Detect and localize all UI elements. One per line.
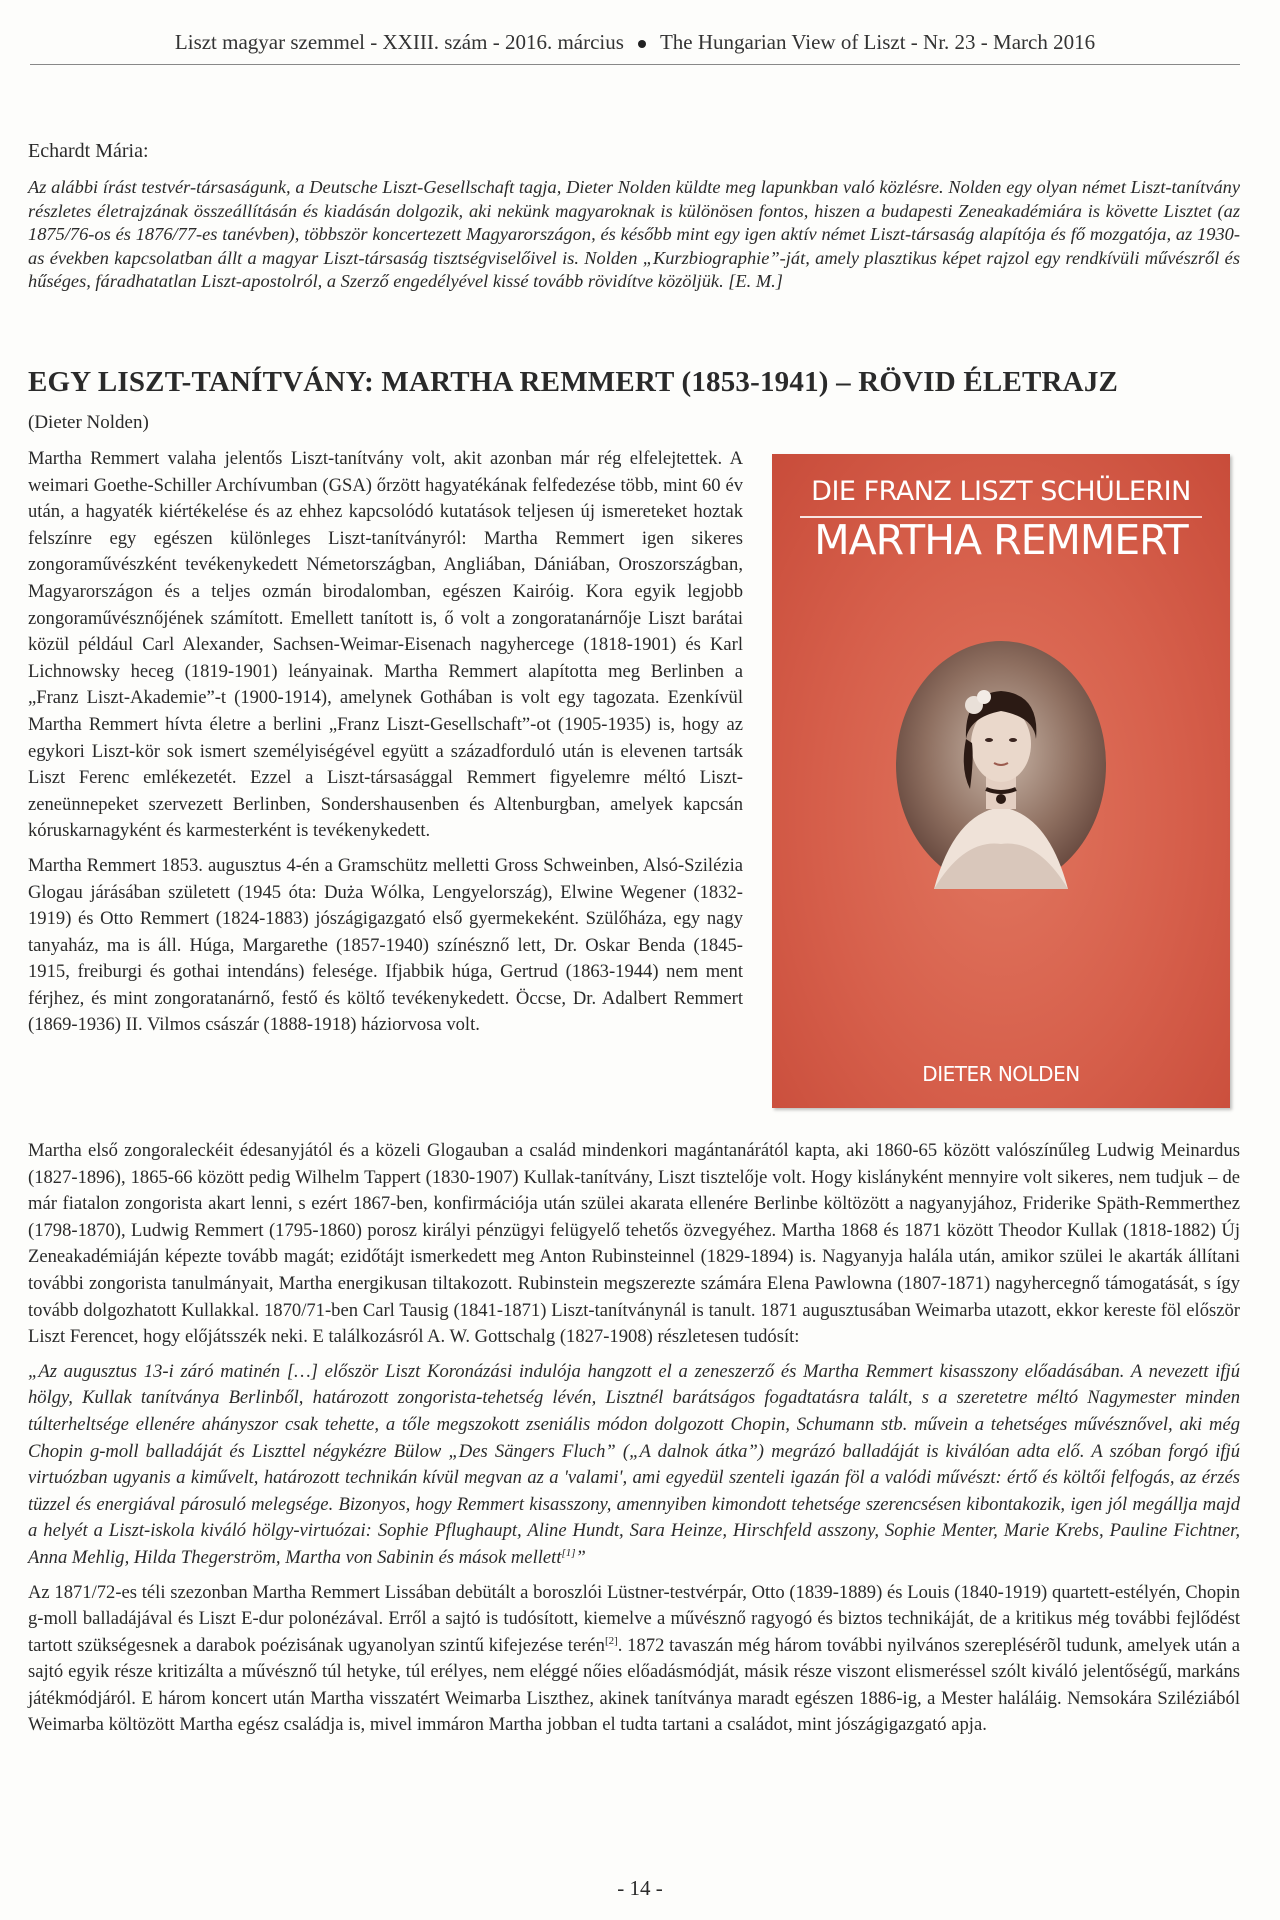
page-number: - 14 -	[617, 1876, 663, 1900]
paragraph-2: Martha Remmert 1853. augusztus 4-én a Gramschütz melletti Gross Schweinben, Alsó-Szilézia Glogau járásában született (1945 óta: Duża Wólka, Lengyelország), Elwine Wegener (1832-1919) és Otto Remmert (1824-1883) jószágigazgató első gyermekeként. Szülőháza, egy nagy tanyaház, ma is áll. Húga, Margarethe (1857-1940) színésznő lett, Dr. Oskar Benda (1845-1915, freiburgi és gothai intendáns) felesége. Ifjabbik húga, Gertrud (1863-1944) nem ment férjhez, és mint zongoratanárnő, festő és költő tevékenykedett. Öccse, Dr. Adalbert Remmert (1869-1936) II. Vilmos császár (1888-1918) háziorvosa volt.	[28, 854, 743, 1036]
footnote-ref-2[interactable]: [2]	[604, 1634, 618, 1647]
footnote-ref-1[interactable]: [1]	[561, 1546, 576, 1559]
paragraph-4-part-a: Az 1871/72-es téli szezonban Martha Remmert Lissában debütált a boroszlói Lüstner-testvérpár, Otto (1839-1889) és Louis (1840-1919) quartett-estélyén, Chopin g-moll balladájával és Liszt E-dur polonézával. Erről a sajtó is tudósított, kiemelve a művésznő ragyogó és biztos technikáját, de a kritikus még további fejlődést tartott szükségesnek a darabok poézisának ugyanolyan szintű kifejezése terén	[28, 1581, 1240, 1656]
intro-text: Az alábbi írást testvér-társaságunk, a Deutsche Liszt-Gesellschaft tagja, Dieter Nolden küldte meg lapunkban való közlésre. Nolden egy olyan német Liszt-tanítvány részletes életrajzának összeállításán és kiadásán dolgozik, aki nekünk magyaroknak is különösen fontos, hiszen a budapesti Zeneakadémiára is követte Lisztet (az 1875/76-os és 1876/77-es tanévben), többször koncertezett Magyarországon, és később mint egy igen aktív német Liszt-társaság alapítója és fő mozgatója, az 1930-as években kapcsolatban állt a magyar Liszt-társaság tisztségviselőivel is. Nolden „Kurzbiographie”-ját, amely plasztikus képet rajzol egy rendkívüli művészről és hűséges, fáradhatatlan Liszt-apostolról, a Szerző engedélyével kissé tovább rövidítve közöljük. [E. M.]	[28, 177, 1240, 292]
gottschalg-quote	[28, 1359, 1240, 1572]
paragraph-1: Martha Remmert valaha jelentős Liszt-tanítvány volt, akit azonban már rég elfelejtettek. A weimari Goethe-Schiller Archívumban (GSA) őrzött hagyatékának felfedezése több, mint 60 év után, a hagyaték kiértékelése és az ehhez kapcsolódó kutatások teljesen új ismereteket hoztak felszínre egy egészen különleges Liszt-tanítványról: Martha Remmert igen sikeres zongoraművészként tevékenykedett Németországban, Angliában, Dániában, Oroszországban, Magyarországon és a teljes ozmán birodalomban, egészen Kairóig. Kora egyik legjobb zongoraművésznőjének számított. Emellett tanított is, ő volt a zongoratanárnője Liszt barátai közül például Carl Alexander, Sachsen-Weimar-Eisenach nagyhercege (1818-1901) és Karl Lichnowsky heceg (1819-1901) leányainak. Martha Remmert alapította meg Berlinben a „Franz Liszt-Akademie”-t (1900-1914), amelynek Gothában is volt egy tagozata. Ezenkívül Martha Remmert hívta életre a berlini „Franz Liszt-Gesellschaft”-ot (1905-1935) is, hogy az egykori Liszt-kör sok ismert személyiségével együtt a századforduló után is elevenen tartsák Liszt Ferenc emlékezetét. Ezzel a Liszt-társasággal Remmert figyelemre méltó Liszt-zeneünnepeket szervezett Berlinben, Sondershausenben és Altenburgban, amelyek kapcsán kóruskarnagyként és karmesterként is tevékenykedett.	[28, 448, 743, 842]
book-main-title: MARTHA REMMERT	[814, 516, 1188, 564]
article-full-width-text	[28, 1138, 1240, 1747]
quote-close: ”	[575, 1546, 586, 1568]
paragraph-3: Martha első zongoraleckéit édesanyjától és a közeli Glogauban a család mindenkori magántanárától kapta, aki 1860-65 között valószínűleg Ludwig Meinardus (1827-1896), 1865-66 között pedig Wilhelm Tappert (1830-1907) Kullak-tanítvány, Liszt tisztelője volt. Hogy kislányként mennyire volt sikeres, nem tudjuk – de már fiatalon zongorista akart lenni, s ezért 1867-ben, konfirmációja után szülei akarata ellenére Berlinbe költözött a nagyanyjához, Friderike Späth-Remmerthez (1798-1870), Ludwig Remmert (1795-1860) porosz királyi pénzügyi felügyelő tehetős özvegyéhez. Martha 1868 és 1871 között Theodor Kullak (1818-1882) Új Zeneakadémiáján képezte tovább magát; ezidőtájt ismerkedett meg Anton Rubinsteinnel (1829-1894) is. Nagyanyja halála után, amikor szülei le akarták állítani további zongorista tanulmányait, Martha energikusan tiltakozott. Rubinstein megszerezte számára Elena Pawlowna (1807-1871) nagyhercegnő támogatását, s így tovább dolgozhatott Kullakkal. 1870/71-ben Carl Tausig (1841-1871) Liszt-tanítványnál is tanult. 1871 augusztusában Weimarba utazott, ekkor kereste föl először Liszt Ferencet, hogy előjátsszék neki. E találkozásról A. W. Gottschalg (1827-1908) részletesen tudósít:	[28, 1140, 1240, 1348]
article-column	[28, 446, 743, 1047]
paragraph-4	[28, 1580, 1240, 1740]
paragraph-4-part-b: . 1872 tavaszán még három további nyilvános szereplésérõl tudunk, amelyek után a sajtó egyik része kritizálta a művésznő túl hetyke, túl erélyes, nem eléggé nőies előadásmódját, másik része viszont elismeréssel szólt kiváló jelentőségű, markáns játékmódjáról. E három koncert után Martha visszatért Weimarba Liszthez, akinek tanítványa maradt egészen 1886-ig, a Mester haláláig. Nemsokára Sziléziából Weimarba költözött Martha egész családja is, mivel immáron Martha jobban el tudta tartani a családot, mint jószágigazgató apja.	[28, 1634, 1240, 1736]
book-author: DIETER NOLDEN	[922, 1062, 1080, 1086]
header-hungarian: Liszt magyar szemmel - XXIII. szám - 2016. március	[174, 30, 624, 54]
bullet-icon	[638, 40, 646, 48]
book-cover-image	[772, 454, 1230, 1108]
book-series-title: DIE FRANZ LISZT SCHÜLERIN	[811, 476, 1191, 507]
header-rule	[30, 64, 1240, 65]
portrait-image	[894, 639, 1108, 891]
header-english: The Hungarian View of Liszt - Nr. 23 - March 2016	[659, 30, 1096, 54]
article-byline: (Dieter Nolden)	[28, 412, 149, 433]
running-header	[30, 30, 1240, 55]
article-title: EGY LISZT-TANÍTVÁNY: MARTHA REMMERT (1853-1941) – RÖVID ÉLETRAJZ	[28, 366, 1119, 398]
quote-text: „Az augusztus 13-i záró matinén […] először Liszt Koronázási indulója hangzott el a zeneszerző és Martha Remmert kisasszony előadásában. A nevezett ifjú hölgy, Kullak tanítványa Berlinből, határozott zongorista-tehetség lévén, Lisztnél barátságos fogadtatásra talált, s a szeretetre méltó Nagymester minden túlterheltsége ellenére ahányszor csak tehette, a tőle megszokott zseniális módon dolgozott Chopin, Schumann stb. művein a tehetséges művésznővel, aki még Chopin g-moll balladáját és Liszttel négykézre Bülow „Des Sängers Fluch” („A dalnok átka”) megrázó balladáját is kiválóan adta elő. A szóban forgó ifjú virtuózban ugyanis a kiművelt, határozott technikán kívül megvan az a 'valami', ami egyedül szenteli igazán föl a valódi művészt: értő és költői felfogás, az érzés tüzzel és energiával párosuló melegsége. Bizonyos, hogy Remmert kisasszony, amennyiben kimondott tehetsége szerencsésen kibontakozik, igen jól megállja majd a helyét a Liszt-iskola kiváló hölgy-virtuózai: Sophie Pflughaupt, Aline Hundt, Sara Heinze, Hirschfeld asszony, Sophie Menter, Marie Krebs, Pauline Fichtner, Anna Mehlig, Hilda Thegerström, Martha von Sabinin és mások mellett	[28, 1360, 1240, 1568]
intro-author: Echardt Mária:	[28, 140, 149, 162]
